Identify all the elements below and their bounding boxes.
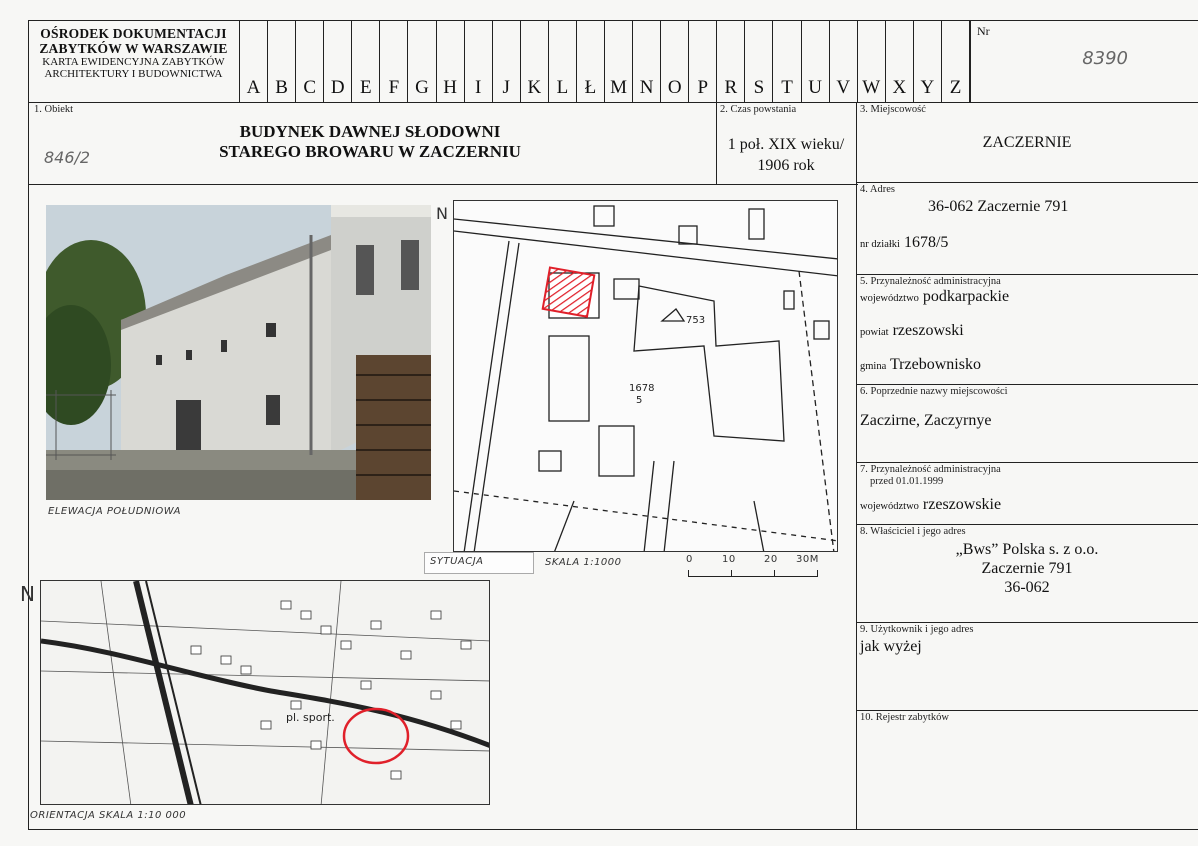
czas-line2: 1906 rok — [757, 157, 815, 174]
parcel-main-label: 1678 — [629, 383, 655, 394]
letter-cell-25 — [942, 20, 970, 102]
letter-cell-20 — [802, 20, 830, 102]
wlasciciel-line2: Zaczernie 791 — [981, 560, 1073, 577]
letter-label: X — [892, 77, 907, 98]
letter-label: D — [330, 77, 345, 98]
adres-label: 4. Adres — [860, 184, 895, 195]
scale-tick-1 — [731, 570, 732, 577]
letter-cell-23 — [886, 20, 914, 102]
letter-label: B — [275, 77, 288, 98]
gmina-row — [860, 356, 981, 374]
gmina-label: gmina — [860, 361, 887, 372]
letter-cell-9 — [493, 20, 521, 102]
number-box — [970, 20, 1198, 102]
photo-caption: ELEWACJA POŁUDNIOWA — [48, 506, 181, 517]
przyn1999-row — [860, 496, 1001, 514]
czas-label: 2. Czas powstania — [720, 104, 797, 115]
letter-label: C — [303, 77, 317, 98]
building-photo — [46, 205, 431, 500]
letter-label: R — [724, 77, 738, 98]
orientation-caption: ORIENTACJA SKALA 1:10 000 — [30, 810, 187, 821]
letter-label: A — [246, 77, 261, 98]
letter-label: W — [862, 77, 881, 98]
letter-cell-3 — [324, 20, 352, 102]
row-divider-7 — [856, 524, 1198, 525]
wlasciciel-label: 8. Właściciel i jego adres — [860, 526, 966, 537]
org-line4: ARCHITEKTURY I BUDOWNICTWA — [44, 68, 223, 80]
rejestr-label: 10. Rejestr zabytków — [860, 712, 949, 723]
letter-cell-13 — [605, 20, 633, 102]
letter-label: K — [527, 77, 542, 98]
title-row-divider — [28, 184, 858, 185]
letter-label: L — [556, 77, 569, 98]
letter-cell-21 — [830, 20, 858, 102]
right-panel-divider — [856, 102, 857, 830]
letter-cell-6 — [408, 20, 436, 102]
row-divider-6 — [856, 462, 1198, 463]
organization-header — [28, 20, 240, 102]
uzytkownik-value: jak wyżej — [860, 638, 922, 655]
scale-label-20: 20 — [764, 554, 778, 565]
scale-label-10: 10 — [722, 554, 736, 565]
wojewodztwo-value: podkarpackie — [922, 288, 1010, 305]
letter-label: S — [753, 77, 765, 98]
letter-label: V — [836, 77, 851, 98]
letter-label: P — [697, 77, 709, 98]
scale-tick-0 — [688, 570, 689, 577]
letter-cell-16 — [689, 20, 717, 102]
object-title-line2: STAREGO BROWARU W ZACZERNIU — [219, 142, 521, 161]
letter-label: T — [781, 77, 793, 98]
letter-label: N — [639, 77, 654, 98]
przyn1999-woj-label: województwo — [860, 501, 919, 512]
uzytkownik-label: 9. Użytkownik i jego adres — [860, 624, 974, 635]
miejscowosc-value: ZACZERNIE — [982, 134, 1072, 151]
row-divider-4 — [856, 274, 1198, 275]
header-divider — [28, 102, 1198, 103]
object-handwritten-number: 846/2 — [44, 148, 91, 167]
letter-cell-15 — [661, 20, 689, 102]
orientation-map — [40, 580, 490, 805]
letter-cell-10 — [521, 20, 549, 102]
parcel-main-sub-label: 5 — [636, 395, 643, 406]
classification-letters — [240, 20, 970, 102]
letter-cell-17 — [717, 20, 745, 102]
letter-cell-2 — [296, 20, 324, 102]
letter-cell-4 — [352, 20, 380, 102]
dzialka-row — [860, 234, 948, 252]
przyn1999-woj-value: rzeszowskie — [922, 496, 1002, 513]
scale-tick-3 — [817, 570, 818, 577]
situation-scale-caption: SKALA 1:1000 — [545, 557, 622, 568]
poprzednie-value: Zaczirne, Zaczyrnye — [860, 412, 992, 429]
letter-label: F — [388, 77, 400, 98]
letter-label: G — [415, 77, 429, 98]
orientation-map-drawing — [41, 581, 490, 805]
scale-label-30: 30M — [796, 554, 819, 565]
obiekt-label: 1. Obiekt — [34, 104, 74, 115]
row-divider-9 — [856, 710, 1198, 711]
przynaleznosc-label: 5. Przynależność administracyjna — [860, 276, 1001, 287]
przyn1999-label: 7. Przynależność administracyjna — [860, 464, 1001, 475]
letter-cell-22 — [858, 20, 886, 102]
scale-bar — [688, 566, 818, 580]
letter-cell-7 — [437, 20, 465, 102]
wojewodztwo-row — [860, 288, 1009, 306]
org-line1: OŚRODEK DOKUMENTACJI — [40, 26, 227, 41]
letter-label: U — [808, 77, 822, 98]
czas-line1: 1 poł. XIX wieku/ — [727, 136, 845, 153]
powiat-row — [860, 322, 964, 340]
wlasciciel-value — [856, 540, 1198, 597]
building-photo-illustration — [46, 205, 431, 500]
letter-label: M — [610, 77, 627, 98]
przyn1999-label2: przed 01.01.1999 — [870, 476, 944, 487]
row-divider-3 — [856, 182, 1198, 183]
nr-label: Nr — [977, 24, 990, 38]
object-title — [130, 122, 610, 162]
letter-label: Y — [920, 77, 935, 98]
letter-cell-8 — [465, 20, 493, 102]
letter-label: O — [667, 77, 682, 98]
triangle-point-label: 753 — [686, 315, 706, 326]
sport-label: pl. sport. — [286, 711, 335, 724]
adres-value: 36-062 Zaczernie 791 — [928, 198, 1069, 215]
object-title-line1: BUDYNEK DAWNEJ SŁODOWNI — [239, 122, 501, 141]
org-line3: KARTA EWIDENCYJNA ZABYTKÓW — [42, 56, 225, 68]
wojewodztwo-label: województwo — [860, 293, 919, 304]
letter-cell-18 — [745, 20, 773, 102]
org-line2: ZABYTKÓW W WARSZAWIE — [39, 41, 228, 56]
scale-bar-line — [688, 576, 818, 577]
gmina-value: Trzebownisko — [889, 356, 981, 373]
row-divider-8 — [856, 622, 1198, 623]
poprzednie-label: 6. Poprzednie nazwy miejscowości — [860, 386, 1008, 397]
situation-caption: SYTUACJA — [430, 556, 484, 567]
situation-map-drawing — [454, 201, 838, 552]
scale-label-0: 0 — [686, 554, 693, 565]
situation-map — [453, 200, 838, 552]
north-arrow-situation: N — [436, 204, 449, 223]
letter-cell-0 — [240, 20, 268, 102]
letter-cell-24 — [914, 20, 942, 102]
letter-cell-12 — [577, 20, 605, 102]
dzialka-value: 1678/5 — [903, 234, 949, 251]
wlasciciel-line3: 36-062 — [1004, 579, 1050, 596]
letter-cell-5 — [380, 20, 408, 102]
czas-value — [716, 134, 856, 176]
letter-label: Z — [949, 77, 962, 98]
miejscowosc-label: 3. Miejscowość — [860, 104, 926, 115]
scale-tick-2 — [774, 570, 775, 577]
letter-label: H — [443, 77, 457, 98]
wlasciciel-line1: „Bws” Polska s. z o.o. — [955, 541, 1099, 558]
powiat-value: rzeszowski — [892, 322, 964, 339]
letter-cell-1 — [268, 20, 296, 102]
letter-cell-19 — [773, 20, 801, 102]
letter-cell-14 — [633, 20, 661, 102]
letter-cell-11 — [549, 20, 577, 102]
row-divider-5 — [856, 384, 1198, 385]
powiat-label: powiat — [860, 327, 889, 338]
letter-label: J — [502, 77, 510, 98]
letter-label: I — [475, 77, 482, 98]
dzialka-label: nr działki — [860, 239, 900, 250]
nr-handwritten: 8390 — [1082, 48, 1128, 69]
letter-label: Ł — [584, 77, 597, 98]
north-arrow-orientation: N — [20, 582, 36, 606]
letter-label: E — [360, 77, 372, 98]
